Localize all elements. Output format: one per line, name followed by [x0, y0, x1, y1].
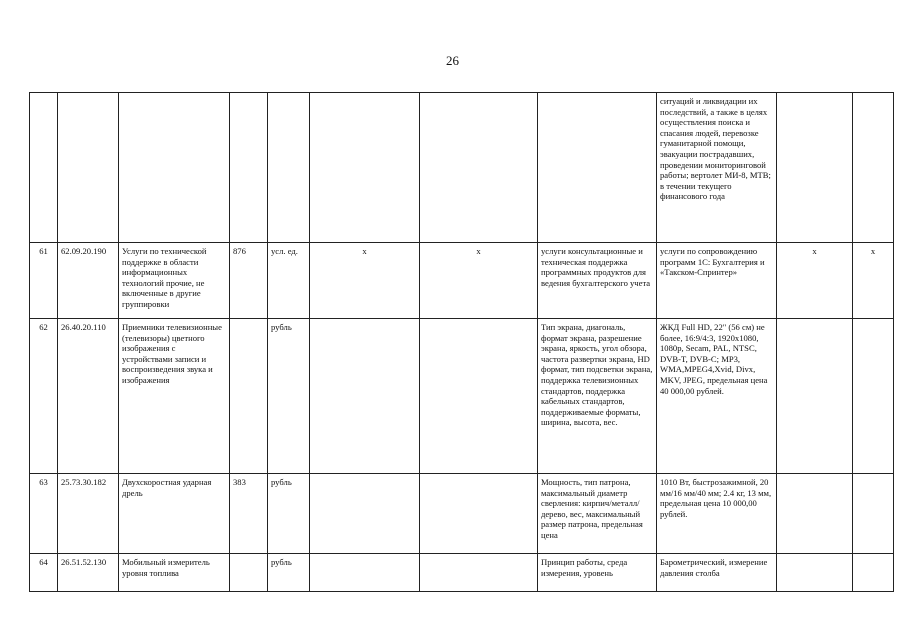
okpd-code: 26.51.52.130	[58, 554, 119, 592]
requirement-cell: x	[420, 243, 538, 319]
requirement-cell	[853, 93, 894, 243]
requirement-cell	[310, 554, 420, 592]
value-cell: услуги по сопровождению программ 1С: Бухгалтерия и «Такском-Спринтер»	[657, 243, 777, 319]
requirement-cell: x	[853, 243, 894, 319]
procurement-table	[29, 92, 894, 592]
row-number: 63	[30, 474, 58, 554]
requirement-cell	[420, 319, 538, 474]
value-cell: Барометрический, измерение давления столба	[657, 554, 777, 592]
unit-name	[268, 93, 310, 243]
requirement-cell	[420, 474, 538, 554]
unit-name: рубль	[268, 554, 310, 592]
okpd-code: 25.73.30.182	[58, 474, 119, 554]
characteristic-cell: услуги консультационные и техническая поддержка программных продуктов для ведения бухгалтерского учета	[538, 243, 657, 319]
table-row	[30, 474, 894, 554]
okpd-code: 62.09.20.190	[58, 243, 119, 319]
table-row	[30, 93, 894, 243]
requirement-cell	[853, 319, 894, 474]
okpd-code	[58, 93, 119, 243]
characteristic-cell	[538, 93, 657, 243]
requirement-cell	[310, 319, 420, 474]
requirement-cell	[420, 93, 538, 243]
okei-code	[230, 93, 268, 243]
item-name	[119, 93, 230, 243]
row-number	[30, 93, 58, 243]
okpd-code: 26.40.20.110	[58, 319, 119, 474]
requirement-cell	[310, 474, 420, 554]
requirement-cell	[777, 319, 853, 474]
requirement-cell	[310, 93, 420, 243]
row-number: 62	[30, 319, 58, 474]
okei-code	[230, 554, 268, 592]
requirement-cell	[777, 93, 853, 243]
row-number: 64	[30, 554, 58, 592]
table-row	[30, 554, 894, 592]
requirement-cell	[853, 554, 894, 592]
characteristic-cell: Тип экрана, диагональ, формат экрана, разрешение экрана, яркость, угол обзора, частота развертки экрана, HD формат, тип подсветки экрана, поддержка телевизионных стандартов, поддержка кабельных стандартов, поддерживаемые форматы, ширина, высота, вес.	[538, 319, 657, 474]
value-cell: ЖКД Full HD, 22" (56 см) не более, 16:9/4:3, 1920x1080, 1080p, Secam, PAL, NTSC, DVB-T, DVB-C; MP3, WMA,MPEG4,Xvid, Divx, MKV, JPEG, предельная цена 40 000,00 рублей.	[657, 319, 777, 474]
requirement-cell: x	[777, 243, 853, 319]
table-row	[30, 243, 894, 319]
requirement-cell	[420, 554, 538, 592]
table-row	[30, 319, 894, 474]
okei-code	[230, 319, 268, 474]
okei-code: 383	[230, 474, 268, 554]
characteristic-cell: Мощность, тип патрона, максимальный диаметр сверления: кирпич/металл/дерево, вес, максимальный размер патрона, предельная цена	[538, 474, 657, 554]
row-number: 61	[30, 243, 58, 319]
unit-name: рубль	[268, 474, 310, 554]
item-name: Мобильный измеритель уровня топлива	[119, 554, 230, 592]
value-cell: 1010 Вт, быстрозажимной, 20 мм/16 мм/40 мм; 2.4 кг, 13 мм, предельная цена 10 000,00 рублей.	[657, 474, 777, 554]
item-name: Двухскоростная ударная дрель	[119, 474, 230, 554]
value-cell: ситуаций и ликвидации их последствий, а также в целях осуществления поиска и спасания людей, перевозке гуманитарной помощи, эвакуации пострадавших, проведении мониторинговой работы; вертолет МИ-8, МТВ; в течении текущего финансового года	[657, 93, 777, 243]
requirement-cell	[777, 474, 853, 554]
requirement-cell	[777, 554, 853, 592]
item-name: Услуги по технической поддержке в области информационных технологий прочие, не включенные в другие группировки	[119, 243, 230, 319]
characteristic-cell: Принцип работы, среда измерения, уровень	[538, 554, 657, 592]
unit-name: рубль	[268, 319, 310, 474]
requirement-cell	[853, 474, 894, 554]
requirement-cell: x	[310, 243, 420, 319]
item-name: Приемники телевизионные (телевизоры) цветного изображения с устройствами записи и воспроизведения звука и изображения	[119, 319, 230, 474]
page-number: 26	[446, 53, 459, 68]
okei-code: 876	[230, 243, 268, 319]
unit-name: усл. ед.	[268, 243, 310, 319]
